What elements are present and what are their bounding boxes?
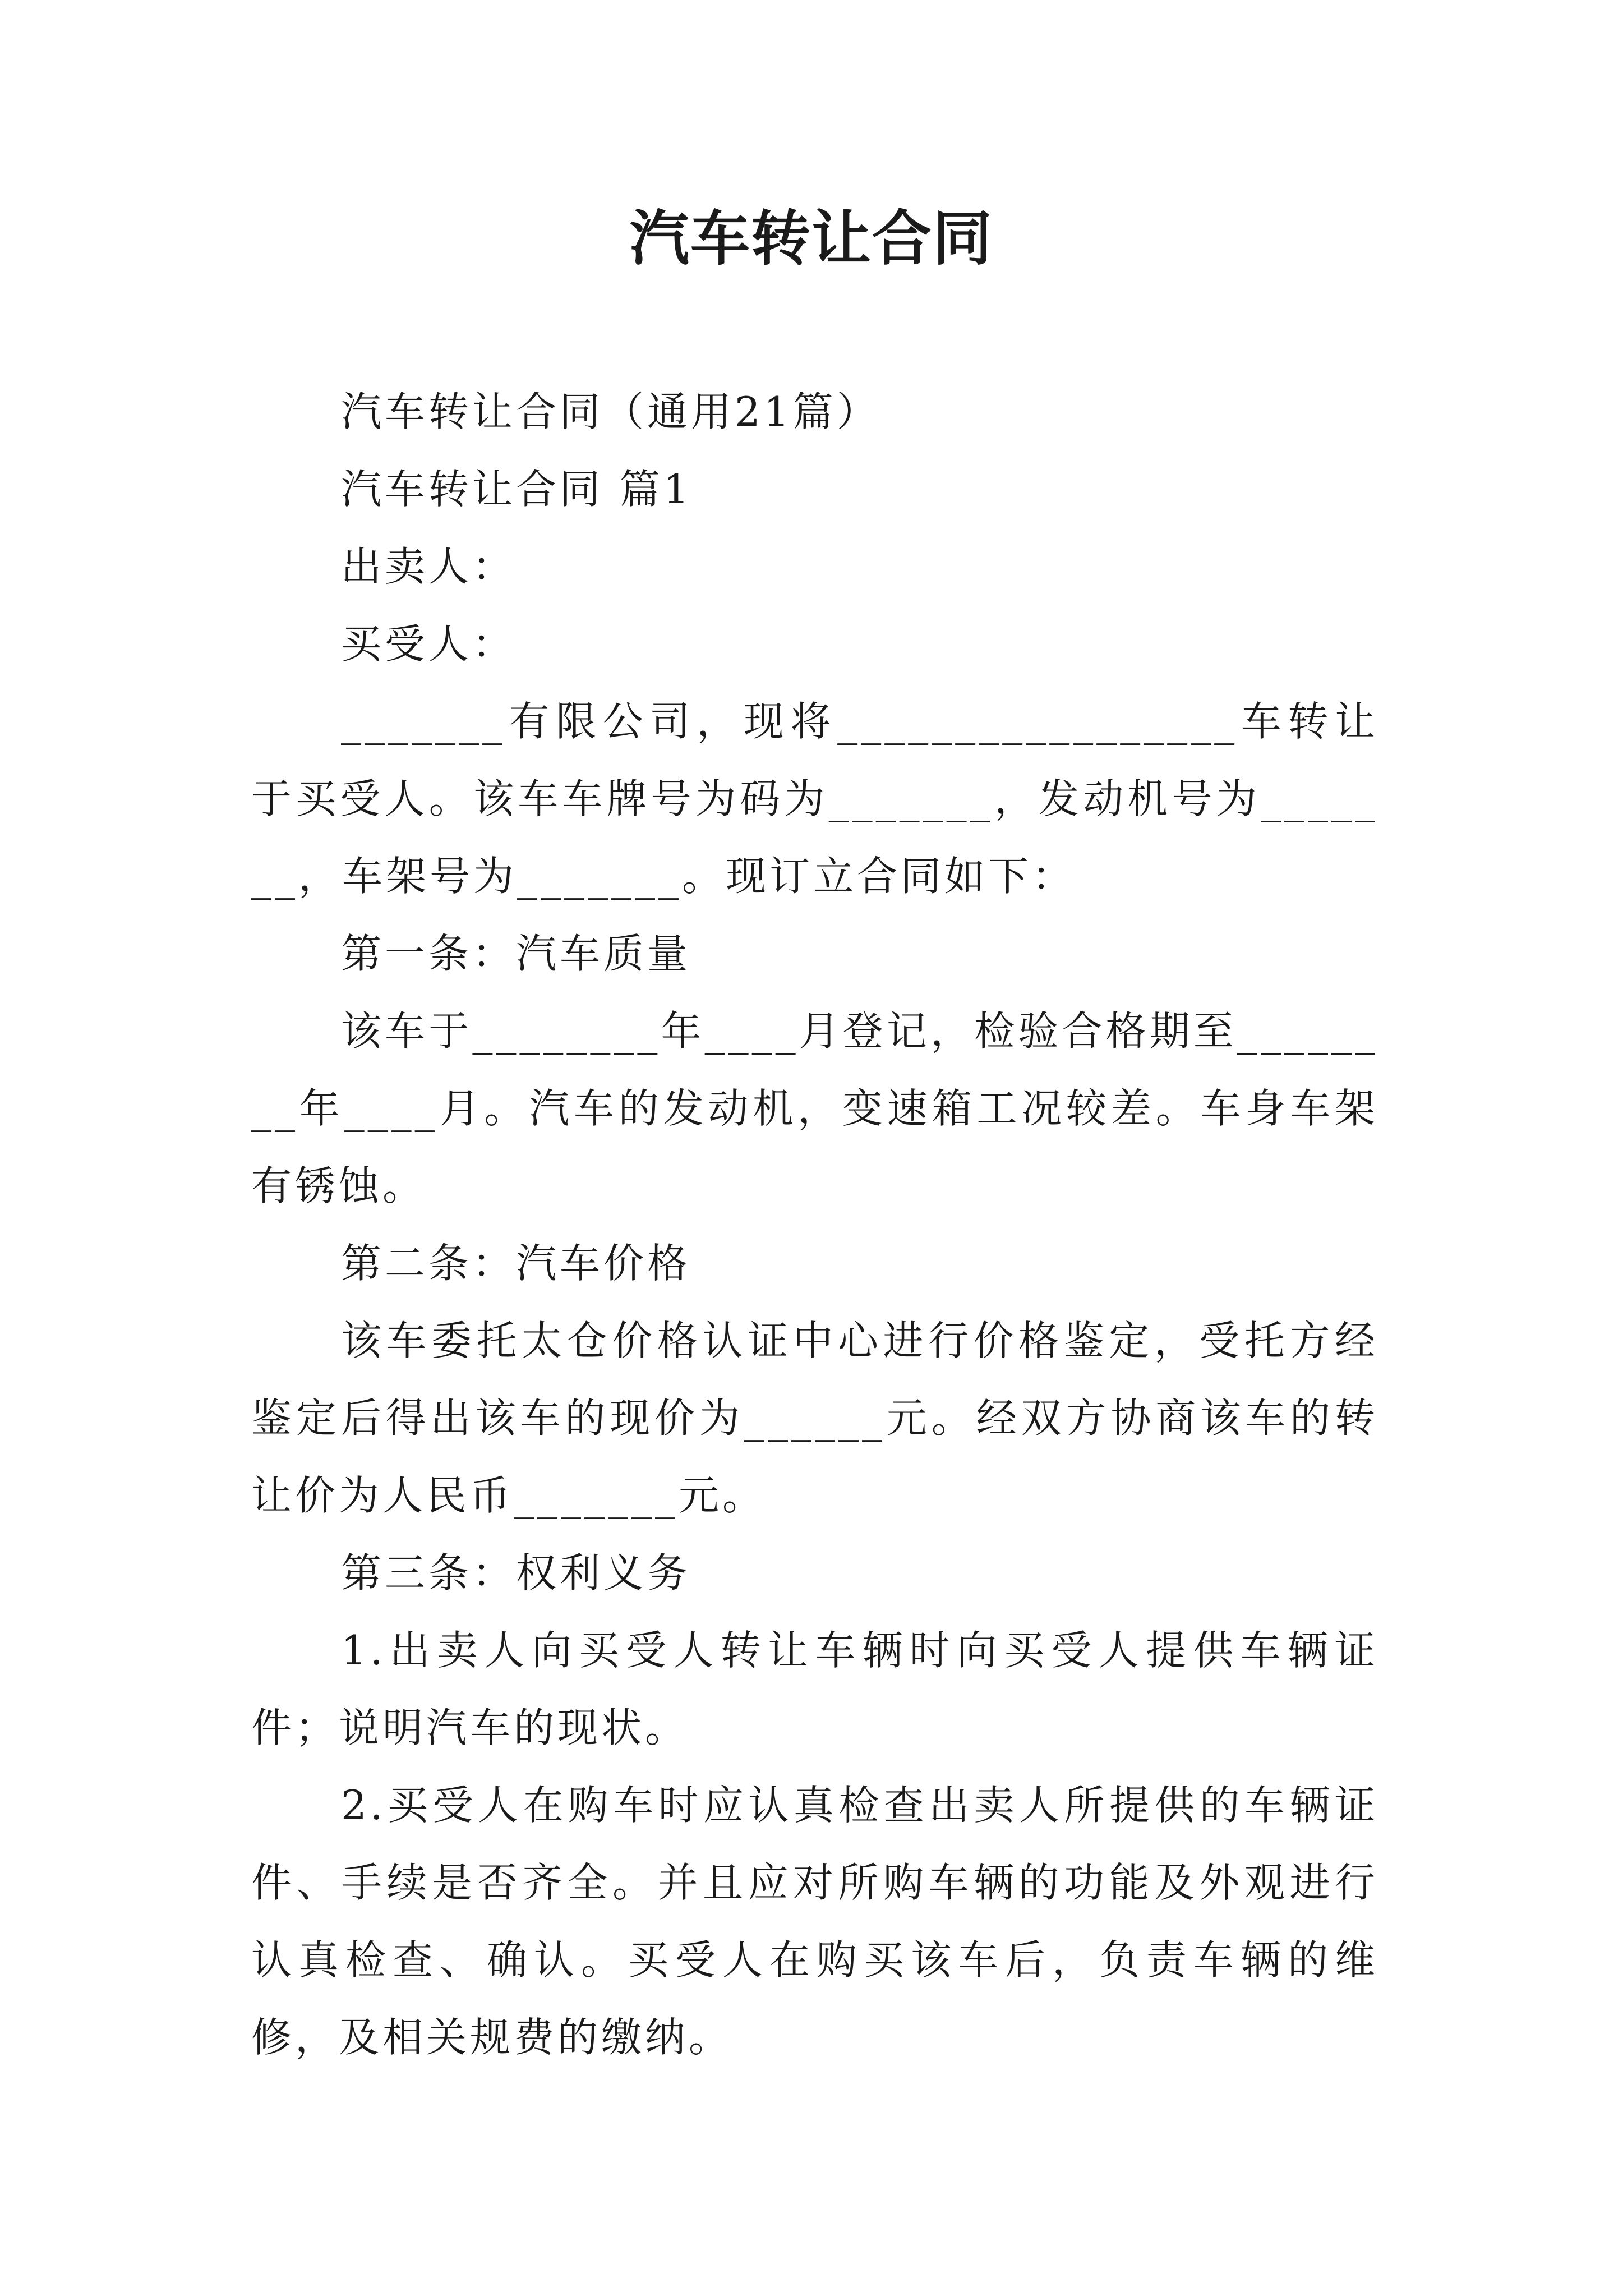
paragraph-subtitle: 汽车转让合同（通用21篇） — [341, 388, 880, 435]
paragraph-article-3-item-2: 2.买受人在购车时应认真检查出卖人所提供的车辆证件、手续是否齐全。并且应对所购车辆的功能及外观进行认真检查、确认。买受人在购买该车后，负责车辆的维修，及相关规费的缴纳。 — [251, 1782, 1378, 2061]
paragraph-article-1-body: 该车于________年____月登记，检验合格期至________年____月。汽车的发动机，变速箱工况较差。车身车架有锈蚀。 — [251, 1007, 1378, 1209]
paragraph-article-2-heading: 第二条：汽车价格 — [341, 1240, 691, 1287]
paragraph-article-1-heading: 第一条：汽车质量 — [341, 930, 691, 977]
document-body — [251, 373, 1378, 2076]
paragraph-vehicle-info: _______有限公司，现将_________________车转让于买受人。该车车牌号为码为_______，发动机号为_______，车架号为_______。现订立合同如下： — [251, 698, 1378, 900]
paragraph-buyer: 买受人： — [341, 620, 517, 668]
paragraph-article-3-item-1: 1.出卖人向买受人转让车辆时向买受人提供车辆证件；说明汽车的现状。 — [251, 1627, 1378, 1751]
paragraph-article-2-body: 该车委托太仓价格认证中心进行价格鉴定，受托方经鉴定后得出该车的现价为______元。经双方协商该车的转让价为人民币_______元。 — [251, 1317, 1378, 1519]
paragraph-article-3-heading: 第三条：权利义务 — [341, 1549, 691, 1596]
paragraph-seller: 出卖人： — [341, 543, 517, 590]
document-title: 汽车转让合同 — [630, 203, 993, 273]
paragraph-section-heading: 汽车转让合同 篇1 — [341, 466, 693, 513]
